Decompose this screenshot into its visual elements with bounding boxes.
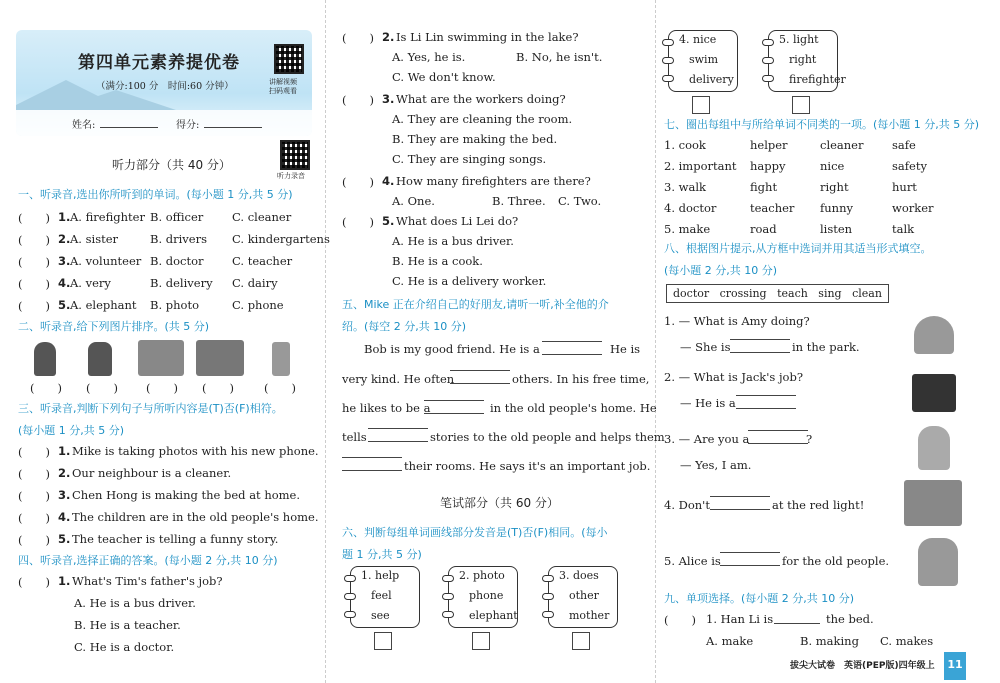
s8-q3b: — Yes, I am. bbox=[680, 458, 752, 472]
section-3-title: 三、听录音,判断下列句子与所听内容是(T)否(F)相符。 bbox=[18, 402, 283, 415]
column-divider bbox=[325, 0, 326, 683]
option-b[interactable]: B. He is a teacher. bbox=[74, 618, 181, 632]
item-number: 1. bbox=[58, 210, 71, 224]
name-bar bbox=[16, 110, 312, 136]
choice-word[interactable]: safety bbox=[892, 159, 927, 173]
option-b[interactable]: B. Three. bbox=[492, 194, 546, 208]
group-word: phone bbox=[469, 589, 504, 602]
footer-brand: 拔尖大试卷 英语(PEP版)四年级上 bbox=[790, 661, 935, 671]
cloze-line-4b: stories to the old people and helps them bbox=[430, 430, 665, 444]
answer-paren[interactable]: ( ) bbox=[18, 511, 50, 525]
group-word: 5. light bbox=[779, 33, 819, 46]
answer-paren[interactable]: ( ) bbox=[18, 211, 50, 225]
word-bank: doctor crossing teach sing clean bbox=[666, 284, 889, 303]
qr-code-icon[interactable] bbox=[274, 44, 304, 74]
answer-paren[interactable]: ( ) bbox=[342, 215, 374, 229]
statement: Our neighbour is a cleaner. bbox=[72, 466, 232, 480]
item-number: 5. bbox=[58, 298, 71, 312]
s8-q3q: ? bbox=[806, 432, 813, 446]
cloze-line-1a: Bob is my good friend. He is a bbox=[364, 342, 540, 356]
word-group-notebook bbox=[548, 566, 618, 628]
option-a[interactable]: A. elephant bbox=[70, 298, 137, 312]
choice-word[interactable]: right bbox=[820, 180, 849, 194]
ring-icon bbox=[344, 575, 356, 582]
option-b[interactable]: B. doctor bbox=[150, 254, 204, 268]
answer-paren[interactable]: ( ) bbox=[342, 93, 374, 107]
listening-title: 听力部分（共 40 分） bbox=[112, 158, 231, 172]
section-4-title: 四、听录音,选择正确的答案。(每小题 2 分,共 10 分) bbox=[18, 554, 278, 567]
ring-icon bbox=[442, 575, 454, 582]
option-c[interactable]: C. cleaner bbox=[232, 210, 292, 224]
section-8-title-2: (每小题 2 分,共 10 分) bbox=[664, 264, 778, 277]
picture-order-paren[interactable]: ( ) bbox=[30, 381, 62, 395]
s8-q4b: at the red light! bbox=[772, 498, 865, 512]
s9-paren[interactable]: ( ) bbox=[664, 613, 696, 627]
option-a[interactable]: A. sister bbox=[70, 232, 119, 246]
ring-icon bbox=[542, 593, 554, 600]
qr-code-icon[interactable] bbox=[280, 140, 310, 170]
item-number: 3. bbox=[58, 488, 71, 502]
page-number: 11 bbox=[944, 652, 966, 680]
section-2-title: 二、听录音,给下列图片排序。(共 5 分) bbox=[18, 320, 210, 333]
choice-word[interactable]: nice bbox=[820, 159, 845, 173]
answer-paren[interactable]: ( ) bbox=[18, 489, 50, 503]
item-number: 1. bbox=[58, 444, 71, 458]
crossing-picture bbox=[904, 480, 962, 526]
exam-title: 第四单元素养提优卷 bbox=[78, 53, 240, 73]
group-word: see bbox=[371, 609, 390, 622]
given-word: 1. cook bbox=[664, 138, 706, 152]
cloze-line-2b: others. In his free time, bbox=[512, 372, 650, 386]
ring-icon bbox=[762, 75, 774, 82]
cloze-blank-4[interactable] bbox=[368, 428, 428, 442]
option-a[interactable]: A. very bbox=[70, 276, 111, 290]
option-b[interactable]: B. No, he isn't. bbox=[516, 50, 603, 64]
answer-paren[interactable]: ( ) bbox=[18, 233, 50, 247]
choice-word[interactable]: teacher bbox=[750, 201, 795, 215]
ring-icon bbox=[662, 57, 674, 64]
item-number: 2. bbox=[58, 232, 71, 246]
ring-icon bbox=[344, 593, 356, 600]
answer-paren[interactable]: ( ) bbox=[342, 175, 374, 189]
item-number: 3. bbox=[382, 92, 395, 106]
s9-option-c[interactable]: C. makes bbox=[880, 634, 934, 648]
choice-word[interactable]: helper bbox=[750, 138, 788, 152]
cloze-line-3a: he likes to be a bbox=[342, 401, 431, 415]
word-group-notebook bbox=[448, 566, 518, 628]
s8-q1b: — She is bbox=[680, 340, 731, 354]
question-text: How many firefighters are there? bbox=[396, 174, 591, 188]
score-field[interactable] bbox=[204, 116, 262, 128]
group-word: 1. help bbox=[361, 569, 400, 582]
option-b[interactable]: B. He is a cook. bbox=[392, 254, 483, 268]
s8-blank-3[interactable] bbox=[748, 430, 808, 444]
choice-word[interactable]: fight bbox=[750, 180, 778, 194]
cloze-line-3b: in the old people's home. He bbox=[490, 401, 657, 415]
s8-q2b: — He is a bbox=[680, 396, 736, 410]
group-word: mother bbox=[569, 609, 610, 622]
doctor-picture bbox=[918, 426, 950, 470]
s8-q2a: 2. — What is Jack's job? bbox=[664, 370, 803, 384]
section-8-title: 八、根据图片提示,从方框中选词并用其适当形式填空。 bbox=[664, 242, 932, 255]
group-word: swim bbox=[689, 53, 719, 66]
item-number: 2. bbox=[58, 466, 71, 480]
option-a[interactable]: A. One. bbox=[392, 194, 435, 208]
option-b[interactable]: B. They are making the bed. bbox=[392, 132, 558, 146]
statement: Mike is taking photos with his new phone. bbox=[72, 444, 319, 458]
option-b[interactable]: B. photo bbox=[150, 298, 199, 312]
option-a[interactable]: A. He is a bus driver. bbox=[74, 596, 196, 610]
answer-box[interactable] bbox=[374, 632, 392, 650]
option-c[interactable]: C. dairy bbox=[232, 276, 278, 290]
picture-order-paren[interactable]: ( ) bbox=[86, 381, 118, 395]
item-number: 1. bbox=[58, 574, 71, 588]
mountain-decoration bbox=[56, 90, 176, 110]
given-word: 3. walk bbox=[664, 180, 706, 194]
question-text: Is Li Lin swimming in the lake? bbox=[396, 30, 579, 44]
item-number: 5. bbox=[382, 214, 395, 228]
choice-word[interactable]: road bbox=[750, 222, 777, 236]
s9-option-b[interactable]: B. making bbox=[800, 634, 859, 648]
s8-blank-4[interactable] bbox=[710, 496, 770, 510]
item-number: 4. bbox=[58, 276, 71, 290]
picture-order-paren[interactable]: ( ) bbox=[264, 381, 296, 395]
ring-icon bbox=[442, 611, 454, 618]
ring-icon bbox=[762, 57, 774, 64]
group-word: delivery bbox=[689, 73, 734, 86]
bus-picture bbox=[138, 340, 184, 376]
group-word: 4. nice bbox=[679, 33, 717, 46]
statement: Chen Hong is making the bed at home. bbox=[72, 488, 301, 502]
cloze-line-1b: He is bbox=[610, 342, 641, 356]
picture-order-paren[interactable]: ( ) bbox=[146, 381, 178, 395]
section-5-title: 五、Mike 正在介绍自己的好朋友,请听一听,补全他的介 bbox=[342, 298, 609, 311]
cloze-line-5b: their rooms. He says it's an important job. bbox=[404, 459, 651, 473]
option-a[interactable]: A. firefighter bbox=[70, 210, 145, 224]
statement: The children are in the old people's home. bbox=[72, 510, 319, 524]
group-word: elephant bbox=[469, 609, 518, 622]
answer-paren[interactable]: ( ) bbox=[18, 445, 50, 459]
exam-header bbox=[16, 30, 312, 136]
ring-icon bbox=[344, 611, 356, 618]
statement: The teacher is telling a funny story. bbox=[72, 532, 279, 546]
section-5-title-2: 绍。(每空 2 分,共 10 分) bbox=[342, 320, 467, 333]
choice-word[interactable]: funny bbox=[820, 201, 853, 215]
given-word: 4. doctor bbox=[664, 201, 717, 215]
option-c[interactable]: C. He is a doctor. bbox=[74, 640, 175, 654]
s8-blank-5[interactable] bbox=[720, 552, 780, 566]
ring-icon bbox=[662, 75, 674, 82]
ring-icon bbox=[542, 611, 554, 618]
group-word: feel bbox=[371, 589, 392, 602]
police-officer-picture bbox=[88, 342, 112, 376]
s9-q1e: the bed. bbox=[826, 612, 874, 626]
choice-word[interactable]: worker bbox=[892, 201, 934, 215]
choice-word[interactable]: safe bbox=[892, 138, 916, 152]
s8-blank-2[interactable] bbox=[736, 395, 796, 409]
qr-label: 听力录音 bbox=[277, 172, 305, 180]
cloze-blank-5[interactable] bbox=[342, 457, 402, 471]
s8-q1a: 1. — What is Amy doing? bbox=[664, 314, 810, 328]
option-c[interactable]: C. We don't know. bbox=[392, 70, 496, 84]
name-label: 姓名: bbox=[72, 120, 96, 131]
s8-blank-1[interactable] bbox=[730, 339, 790, 353]
s8-q5b: for the old people. bbox=[782, 554, 890, 568]
option-c[interactable]: C. teacher bbox=[232, 254, 293, 268]
s9-option-a[interactable]: A. make bbox=[706, 634, 754, 648]
s8-q5a: 5. Alice is bbox=[664, 554, 721, 568]
ring-icon bbox=[662, 39, 674, 46]
cleaning-picture bbox=[914, 316, 954, 354]
option-a[interactable]: A. volunteer bbox=[70, 254, 142, 268]
answer-paren[interactable]: ( ) bbox=[18, 467, 50, 481]
word-group-notebook bbox=[768, 30, 846, 92]
choice-word[interactable]: hurt bbox=[892, 180, 917, 194]
cloze-line-2a: very kind. He often bbox=[342, 372, 455, 386]
section-6-title-2: 题 1 分,共 5 分) bbox=[342, 548, 422, 561]
cloze-blank-3[interactable] bbox=[424, 400, 484, 414]
option-c[interactable]: C. Two. bbox=[558, 194, 602, 208]
cloze-blank-1[interactable] bbox=[542, 341, 602, 355]
name-field[interactable] bbox=[100, 116, 158, 128]
item-number: 5. bbox=[58, 532, 71, 546]
qr-label: 讲解视频 扫码观看 bbox=[269, 78, 297, 95]
section-1-title: 一、听录音,选出你所听到的单词。(每小题 1 分,共 5 分) bbox=[18, 188, 293, 201]
ring-icon bbox=[542, 575, 554, 582]
answer-box[interactable] bbox=[692, 96, 710, 114]
s8-q1c: in the park. bbox=[792, 340, 860, 354]
question-text: What does Li Lei do? bbox=[396, 214, 519, 228]
word-group-notebook bbox=[668, 30, 738, 92]
option-b[interactable]: B. officer bbox=[150, 210, 204, 224]
option-c[interactable]: C. kindergartens bbox=[232, 232, 330, 246]
group-word: 3. does bbox=[559, 569, 599, 582]
s9-q1: 1. Han Li is bbox=[706, 612, 774, 626]
choice-word[interactable]: listen bbox=[820, 222, 853, 236]
s8-q4a: 4. Don't bbox=[664, 498, 710, 512]
singing-picture bbox=[918, 538, 958, 586]
group-word: other bbox=[569, 589, 599, 602]
section-7-title: 七、圈出每组中与所给单词不同类的一项。(每小题 1 分,共 5 分) bbox=[664, 118, 980, 131]
item-number: 3. bbox=[58, 254, 71, 268]
s8-q3a: 3. — Are you a bbox=[664, 432, 750, 446]
group-word: right bbox=[789, 53, 817, 66]
answer-paren[interactable]: ( ) bbox=[18, 277, 50, 291]
answer-paren[interactable]: ( ) bbox=[18, 575, 50, 589]
option-b[interactable]: B. drivers bbox=[150, 232, 208, 246]
option-c[interactable]: C. phone bbox=[232, 298, 284, 312]
item-number: 4. bbox=[58, 510, 71, 524]
given-word: 2. important bbox=[664, 159, 737, 173]
option-b[interactable]: B. delivery bbox=[150, 276, 213, 290]
cloze-blank-2[interactable] bbox=[450, 370, 510, 384]
word-group-notebook bbox=[350, 566, 420, 628]
answer-paren[interactable]: ( ) bbox=[18, 255, 50, 269]
cloze-line-4a: tells bbox=[342, 430, 367, 444]
answer-paren[interactable]: ( ) bbox=[18, 533, 50, 547]
section-9-title: 九、单项选择。(每小题 2 分,共 10 分) bbox=[664, 592, 855, 605]
option-c[interactable]: C. They are singing songs. bbox=[392, 152, 547, 166]
score-label: 得分: bbox=[176, 120, 200, 131]
ring-icon bbox=[762, 39, 774, 46]
choice-word[interactable]: talk bbox=[892, 222, 915, 236]
question-text: What are the workers doing? bbox=[396, 92, 566, 106]
exam-subtitle: （满分:100 分 时间:60 分钟） bbox=[96, 81, 234, 92]
teacher-picture bbox=[912, 374, 956, 412]
group-word: 2. photo bbox=[459, 569, 505, 582]
group-word: firefighter bbox=[789, 73, 846, 86]
picture-order-paren[interactable]: ( ) bbox=[202, 381, 234, 395]
fire-truck-picture bbox=[196, 340, 244, 376]
item-number: 4. bbox=[382, 174, 395, 188]
written-title: 笔试部分（共 60 分） bbox=[440, 496, 559, 510]
answer-paren[interactable]: ( ) bbox=[18, 299, 50, 313]
worker-picture bbox=[272, 342, 290, 376]
option-c[interactable]: C. He is a delivery worker. bbox=[392, 274, 547, 288]
choice-word[interactable]: happy bbox=[750, 159, 786, 173]
section-6-title: 六、判断每组单词画线部分发音是(T)否(F)相同。(每小 bbox=[342, 526, 608, 539]
section-3-title-2: (每小题 1 分,共 5 分) bbox=[18, 424, 125, 437]
answer-box[interactable] bbox=[472, 632, 490, 650]
answer-paren[interactable]: ( ) bbox=[342, 31, 374, 45]
column-divider bbox=[655, 0, 656, 683]
girl-picture bbox=[34, 342, 56, 376]
s9-blank-1[interactable] bbox=[774, 612, 820, 624]
option-a[interactable]: A. He is a bus driver. bbox=[392, 234, 514, 248]
answer-box[interactable] bbox=[792, 96, 810, 114]
choice-word[interactable]: cleaner bbox=[820, 138, 864, 152]
answer-box[interactable] bbox=[572, 632, 590, 650]
given-word: 5. make bbox=[664, 222, 711, 236]
option-a[interactable]: A. Yes, he is. bbox=[392, 50, 466, 64]
question-text: What's Tim's father's job? bbox=[72, 574, 223, 588]
ring-icon bbox=[442, 593, 454, 600]
option-a[interactable]: A. They are cleaning the room. bbox=[392, 112, 573, 126]
item-number: 2. bbox=[382, 30, 395, 44]
